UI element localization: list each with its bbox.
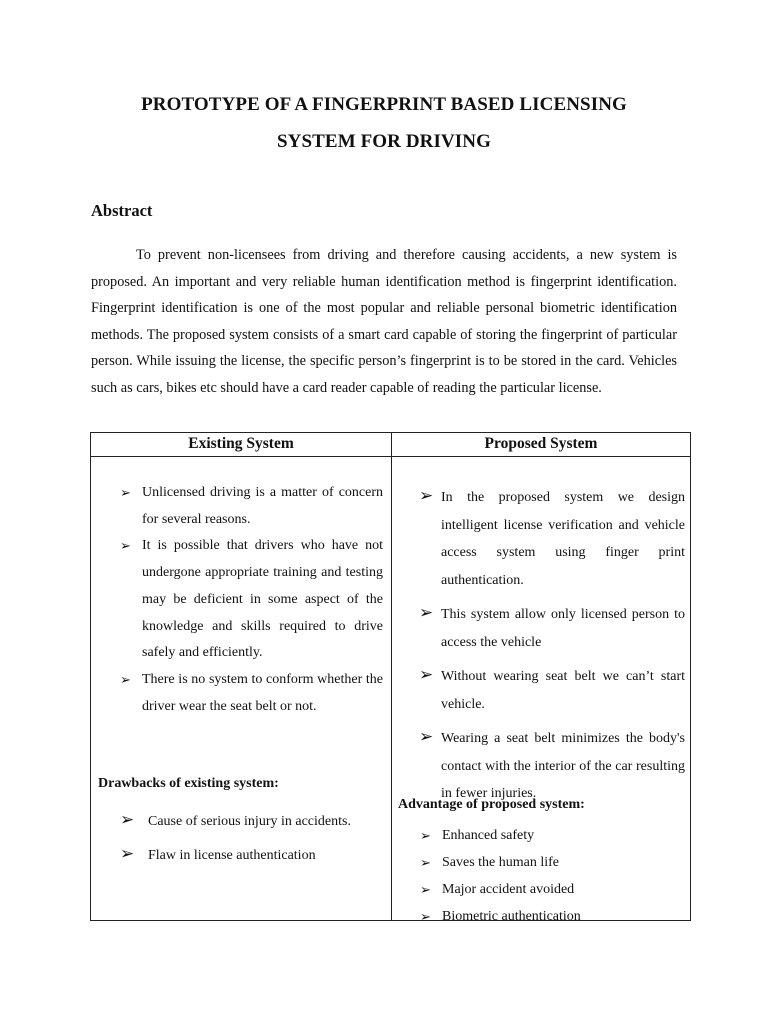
list-item: ➢ There is no system to conform whether the driver wear the seat belt or not. <box>120 667 383 720</box>
abstract-text: To prevent non-licensees from driving and therefore causing accidents, a new system is proposed. An important and very reliable human identification method is fingerprint identification. Fingerprint identification is one of the most popular and reliable personal biometric identification methods. The proposed system consists of a smart card capable of storing the fingerprint of particular person. While issuing the license, the specific person’s fingerprint is to be stored in the card. Vehicles such as cars, bikes etc should have a card reader capable of reading the particular license. <box>91 247 677 396</box>
table-column-divider <box>391 433 392 920</box>
advantages-heading: Advantage of proposed system: <box>398 797 585 812</box>
list-item: ➢ In the proposed system we design intelligent license verification and vehicle access system using finger print authentication. <box>419 484 685 594</box>
arrow-bullet-icon: ➢ <box>120 844 135 863</box>
list-item: ➢ Biometric authentication <box>420 903 680 930</box>
arrow-bullet-icon: ➢ <box>120 485 131 500</box>
list-item: ➢ It is possible that drivers who have not undergone appropriate training and testing may be deficient in some aspect of the knowledge and skills required to drive safely and efficiently. <box>120 533 383 667</box>
arrow-bullet-icon: ➢ <box>419 603 434 622</box>
existing-system-list <box>120 480 383 720</box>
document-title-line-1: PROTOTYPE OF A FINGERPRINT BASED LICENSING <box>141 94 627 115</box>
list-item: ➢ Flaw in license authentication <box>120 839 370 873</box>
list-item: ➢ Unlicensed driving is a matter of concern for several reasons. <box>120 480 383 533</box>
arrow-bullet-icon: ➢ <box>419 486 434 505</box>
list-item: ➢ This system allow only licensed person to access the vehicle <box>419 601 685 656</box>
document-title-line-2: SYSTEM FOR DRIVING <box>277 131 491 152</box>
advantages-list <box>420 822 680 930</box>
list-item: ➢ Wearing a seat belt minimizes the body's contact with the interior of the car resulting in fewer injuries. <box>419 725 685 808</box>
arrow-bullet-icon: ➢ <box>420 909 431 924</box>
proposed-system-header: Proposed System <box>484 435 598 452</box>
list-item: ➢ Cause of serious injury in accidents. <box>120 805 370 839</box>
list-item: ➢ Saves the human life <box>420 849 680 876</box>
list-item: ➢ Without wearing seat belt we can’t start vehicle. <box>419 663 685 718</box>
comparison-table <box>90 432 691 924</box>
arrow-bullet-icon: ➢ <box>419 727 434 746</box>
arrow-bullet-icon: ➢ <box>420 882 431 897</box>
drawbacks-heading: Drawbacks of existing system: <box>98 776 279 791</box>
abstract-paragraph <box>91 242 677 401</box>
arrow-bullet-icon: ➢ <box>120 538 131 554</box>
proposed-system-list <box>419 484 685 815</box>
arrow-bullet-icon: ➢ <box>420 855 431 870</box>
list-item: ➢ Enhanced safety <box>420 822 680 849</box>
existing-system-header: Existing System <box>188 435 294 452</box>
list-item: ➢ Major accident avoided <box>420 876 680 903</box>
arrow-bullet-icon: ➢ <box>420 828 431 843</box>
arrow-bullet-icon: ➢ <box>419 665 434 684</box>
drawbacks-list <box>120 805 370 873</box>
abstract-heading: Abstract <box>91 201 153 220</box>
arrow-bullet-icon: ➢ <box>120 810 135 829</box>
table-header-divider <box>91 456 690 457</box>
arrow-bullet-icon: ➢ <box>120 671 131 687</box>
